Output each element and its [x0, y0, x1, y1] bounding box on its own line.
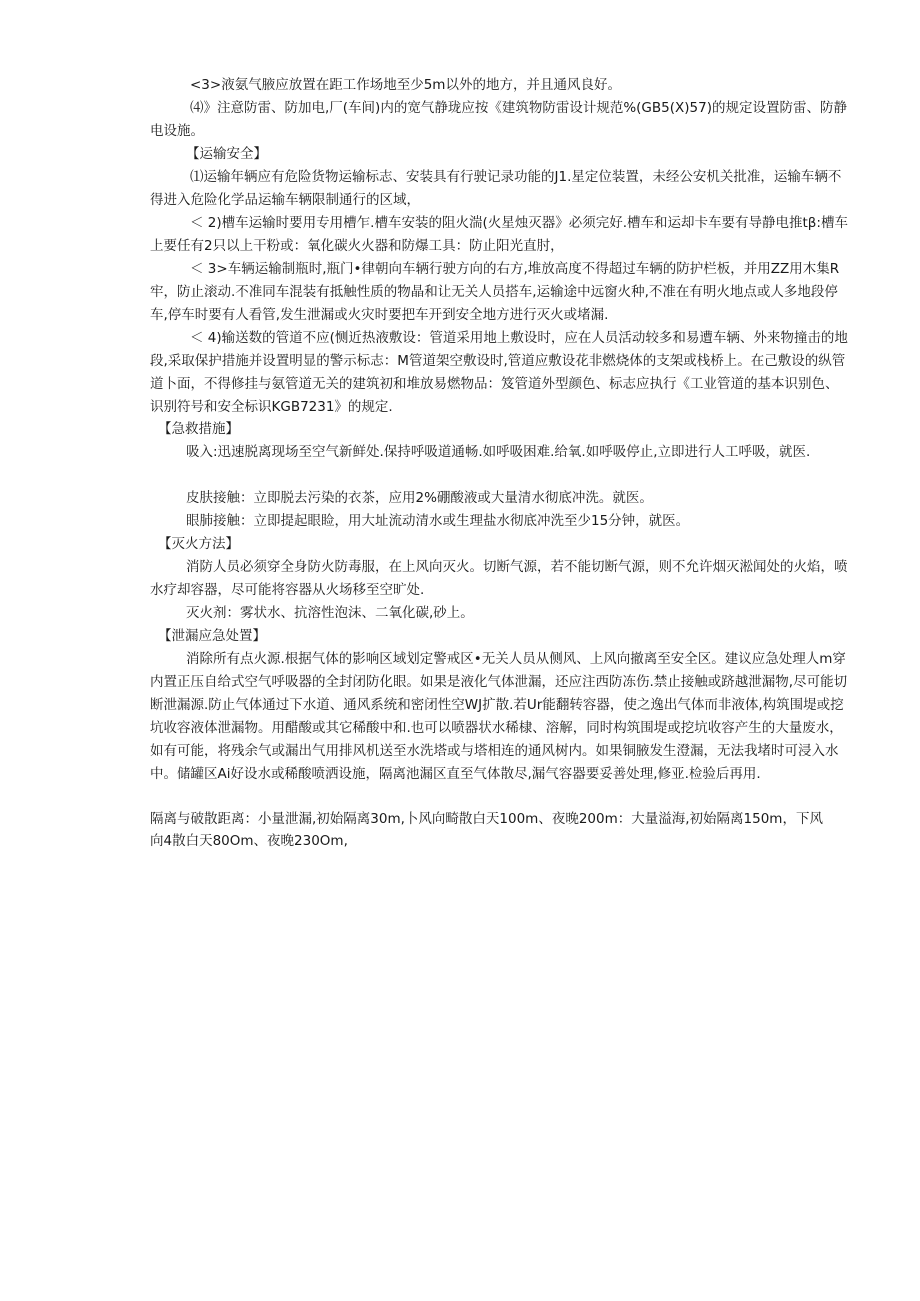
fire-paragraph-1: 消防人员必须穿全身防火防毒服，在上风向灭火。切断气源，若不能切断气源，则不允许烟灭淞闻处的火焰，喷水疗却容器，尽可能将容器从火场移至空旷处.	[150, 559, 848, 598]
transport-paragraph-3: ＜ 3>车辆运输制瓶时,瓶门•律朝向车辆行驶方向的右方,堆放高度不得超过车辆的防护栏板，并用ZZ用木集R牢，防止滚动.不准同车混装有抵触性质的物晶和让无关人员搭车,运输途中远窗火种,不准在有明火地点或人多地段停车,停车时要有人看管,发生泄漏或火灾时要把车开到安全地方进行灭火或堵漏.	[150, 261, 840, 323]
transport-heading: 【运输安全】	[186, 146, 267, 162]
leak-paragraph-1: 消除所有点火源.根据气体的影响区域划定警戒区•无关人员从侧风、上风向撤离至安全区。建议应急处理人m穿内置正压自给式空气呼吸器的全封闭防化眼。如果是液化气体泄漏，还应注西防冻伤.禁止接触或跻越泄漏物,尽可能切断泄漏源.防止气体通过下水道、通风系统和密闭性空WJ扩散.若Ur能翻转容器，使之逸出气体而非液体,构筑围堤或挖坑收容液体泄漏物。用醋酸或其它稀酸中和.也可以喷器状水稀棣、溶解，同时构筑围堤或挖坑收容产生的大量废水，如有可能，将残余气或漏出气用排风机送至水洗塔或与塔相连的通风树内。如果铜腋发生澄漏，无法我堵时可浸入水中。储罐区Ai好设水或稀酸喷洒设施，隔离池漏区直至气体散尽,漏气容器要妥善处理,修亚.检验后再用.	[150, 651, 848, 782]
fire-heading: 【灭火方法】	[158, 536, 239, 552]
firstaid-skin: 皮肤接触：立即脱去污染的衣茶，应用2%硼酸液或大量清水彻底冲洗。就医。	[186, 490, 653, 506]
leak-heading: 【泄漏应急处置】	[158, 628, 266, 644]
transport-paragraph-2: ＜ 2)槽车运输时要用专用槽乍.槽车安装的阻火湍(火星烛灭器》必须完好.槽车和运却卡车要有导静电推tβ:槽车上要任有2只以上干粉或：氧化碳火火器和防爆工具：防止阳光直肘，	[150, 215, 848, 254]
firstaid-inhale: 吸入:迅速脱离现场至空气新鲜处.保持呼吸道通畅.如呼吸困难.给氧.如呼吸停止,立即进行人工呼吸，就医.	[186, 444, 811, 460]
storage-paragraph-3: <3>液氨气腋应放置在距工作场地至少5m以外的地方，并且通风良好。	[190, 77, 621, 93]
fire-agent: 灭火剂：雾状水、抗溶性泡沫、二氧化碳,砂上。	[186, 605, 474, 621]
transport-paragraph-1: ⑴运输年辆应有危险货物运输标志、安装具有行驶记录功能的J1.星定位装置，未经公安机关批准，运输车辆不得进入危险化学品运输车辆限制通行的区域，	[150, 169, 842, 208]
firstaid-eye: 眼肺接触：立即提起眼睑，用大址流动清水或生理盐水彻底冲洗至少15分钟，就医。	[186, 513, 690, 529]
storage-paragraph-4: ⑷》注意防雷、防加电,厂(车间)内的宽气静珑应按《建筑物防雷设计规范%(GB5(X)57)的规定设置防雷、防静电设施。	[150, 100, 847, 139]
transport-paragraph-4: ＜ 4)输送数的管道不应(恻近热液敷设：管道采用地上敷设时，应在人员活动较多和易遭车辆、外来物撞击的地段,采取保护措施并设置明显的警示标志：M管道架空敷设时,管道应敷设花非燃烧体的支架或栈桥上。在己敷设的纵管道卜面，不得修挂与氨管道无关的建筑初和堆放易燃物品：笈管道外型颜色、标志应执行《工业管道的基本识别色、识别符号和安全标识KGB7231》的规定.	[150, 330, 848, 415]
firstaid-heading: 【急救措施】	[158, 421, 239, 437]
isolation-distance: 隔离与破散距离：小量泄漏,初始隔离30m,卜风向畸散白天100m、夜晚200m：大量溢海,初始隔离150m，下风向4散白天80Om、夜晚230Om,	[150, 811, 823, 849]
